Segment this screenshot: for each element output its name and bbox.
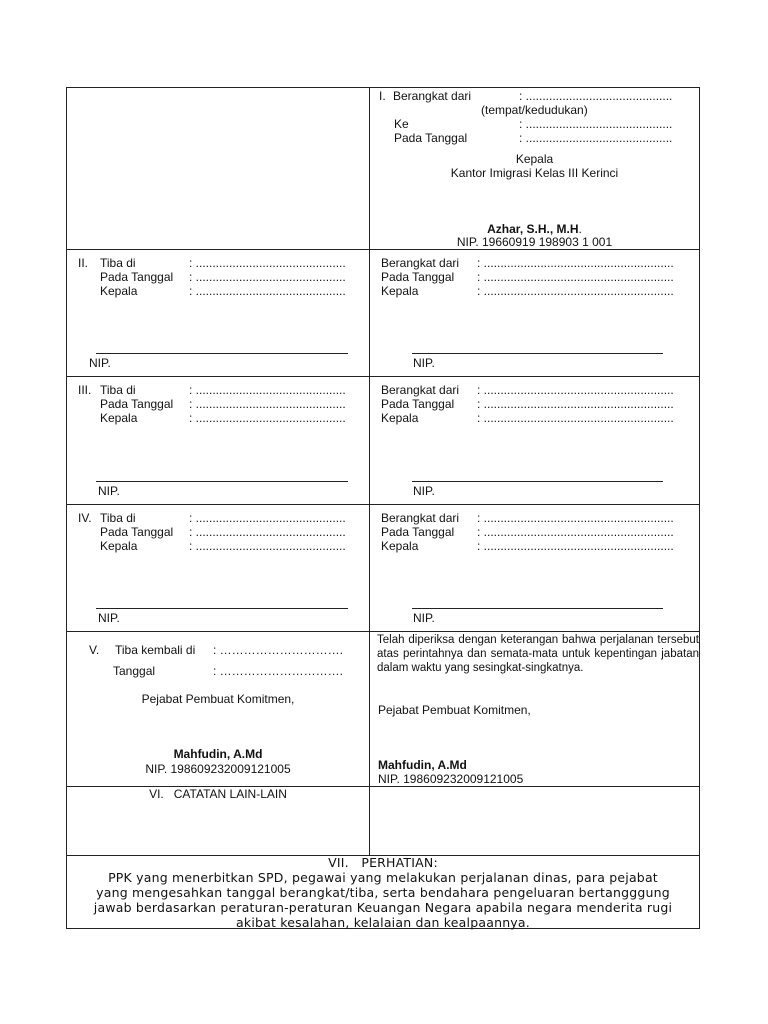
right-tanggal-label: Pada Tanggal xyxy=(381,397,455,411)
right-signature-line xyxy=(412,353,663,354)
section-1-office: Kantor Imigrasi Kelas III Kerinci xyxy=(450,166,619,180)
right-nip-label: NIP. xyxy=(413,356,435,370)
ppk-name-left: Mahfudin, A.Md xyxy=(173,747,263,761)
right-kepala-label: Kepala xyxy=(381,284,419,298)
left-signature-line xyxy=(96,608,348,609)
section-1-kepala-title: Kepala xyxy=(515,152,554,166)
row-divider-1 xyxy=(67,249,699,250)
tanggal-value: : ............................................. xyxy=(189,525,346,539)
section-1-signer-name xyxy=(370,222,699,236)
berangkat-value: : ......................................................... xyxy=(477,256,674,270)
kepala-value: : ............................................. xyxy=(189,284,346,298)
section-1-berangkat-label: Berangkat dari xyxy=(393,89,472,103)
tiba-label: Tiba di xyxy=(100,256,136,270)
verification-statement: Telah diperiksa dengan keterangan bahwa perjalanan tersebut atas perintahnya dan semata-mata untuk kepentingan jabatan dalam waktu yang sesingkat-singkatnya. xyxy=(377,634,699,674)
center-divider xyxy=(369,88,370,855)
kepala-value: : ............................................. xyxy=(189,539,346,553)
section-1-ke-value: : ............................................ xyxy=(519,117,673,131)
section-1-number: I. xyxy=(379,89,386,103)
right-kepala-value: : ......................................................... xyxy=(477,539,674,553)
kepala-label: Kepala xyxy=(100,411,138,425)
row-number: IV. xyxy=(78,511,92,525)
tanggal-value: : ............................................. xyxy=(189,397,346,411)
left-nip-label: NIP. xyxy=(98,611,120,625)
tanggal-label: Pada Tanggal xyxy=(100,525,174,539)
section-1-tanggal-label: Pada Tanggal xyxy=(394,131,468,145)
right-tanggal-value: : ......................................................... xyxy=(477,525,674,539)
kepala-label: Kepala xyxy=(100,284,138,298)
right-kepala-label: Kepala xyxy=(381,539,419,553)
ppk-nip-right: NIP. 198609232009121005 xyxy=(378,772,524,786)
row-number: II. xyxy=(78,256,89,270)
section-5-number: V. xyxy=(89,643,100,657)
right-kepala-label: Kepala xyxy=(381,411,419,425)
row-divider-4 xyxy=(67,631,699,632)
row-number: III. xyxy=(78,383,92,397)
tanggal-kembali-value: : …………………………. xyxy=(213,664,344,678)
berangkat-value: : ......................................................... xyxy=(477,383,674,397)
right-nip-label: NIP. xyxy=(413,484,435,498)
section-1-signer-name-suffix: . xyxy=(578,222,582,236)
section-1-tempat-label: (tempat/kedudukan) xyxy=(481,103,588,117)
kepala-label: Kepala xyxy=(100,539,138,553)
tanggal-value: : ............................................. xyxy=(189,270,346,284)
section-1-tanggal-value: : ............................................ xyxy=(519,131,673,145)
right-tanggal-label: Pada Tanggal xyxy=(381,270,455,284)
tanggal-label: Pada Tanggal xyxy=(100,270,174,284)
section-1-signer-name-text: Azhar, S.H., M.H xyxy=(487,222,579,236)
right-signature-line xyxy=(412,481,663,482)
perhatian-line: akibat kesalahan, kelalaian dan kealpaannya. xyxy=(236,915,530,930)
row-divider-3 xyxy=(67,504,699,505)
perhatian-line: PPK yang menerbitkan SPD, pegawai yang melakukan perjalanan dinas, para pejabat xyxy=(108,870,658,885)
tiba-value: : ............................................. xyxy=(189,383,346,397)
ppk-title-left: Pejabat Pembuat Komitmen, xyxy=(141,692,295,706)
tiba-kembali-label: Tiba kembali di xyxy=(115,643,196,657)
left-signature-line xyxy=(96,481,348,482)
catatan-title: VI. CATATAN LAIN-LAIN xyxy=(149,787,287,801)
tanggal-kembali-label: Tanggal xyxy=(113,664,156,678)
right-kepala-value: : ......................................................... xyxy=(477,411,674,425)
spd-back-page-form xyxy=(66,87,700,929)
berangkat-value: : ......................................................... xyxy=(477,511,674,525)
right-nip-label: NIP. xyxy=(413,611,435,625)
tanggal-label: Pada Tanggal xyxy=(100,397,174,411)
section-1-berangkat-value: : ............................................ xyxy=(519,89,673,103)
tiba-label: Tiba di xyxy=(100,383,136,397)
tiba-value: : ............................................. xyxy=(189,256,346,270)
ppk-nip-left: NIP. 198609232009121005 xyxy=(145,762,291,776)
perhatian-title: VII. PERHATIAN: xyxy=(328,855,438,870)
tiba-value: : ............................................. xyxy=(189,511,346,525)
berangkat-label: Berangkat dari xyxy=(381,256,460,270)
perhatian-line: jawab berdasarkan peraturan-peraturan Keuangan Negara apabila negara menderita rugi xyxy=(93,900,673,915)
right-signature-line xyxy=(412,608,663,609)
right-tanggal-label: Pada Tanggal xyxy=(381,525,455,539)
right-tanggal-value: : ......................................................... xyxy=(477,270,674,284)
berangkat-label: Berangkat dari xyxy=(381,383,460,397)
tiba-kembali-value: : …………………………. xyxy=(213,643,344,657)
right-kepala-value: : ......................................................... xyxy=(477,284,674,298)
perhatian-line: yang mengesahkan tanggal berangkat/tiba, serta bendahara pengeluaran bertangggung xyxy=(96,885,670,900)
left-signature-line xyxy=(96,353,348,354)
ppk-title-right: Pejabat Pembuat Komitmen, xyxy=(378,703,531,717)
left-nip-label: NIP. xyxy=(89,356,111,370)
left-nip-label: NIP. xyxy=(98,484,120,498)
ppk-name-right: Mahfudin, A.Md xyxy=(378,758,467,772)
row-divider-2 xyxy=(67,376,699,377)
kepala-value: : ............................................. xyxy=(189,411,346,425)
section-1-ke-label: Ke xyxy=(394,117,409,131)
tiba-label: Tiba di xyxy=(100,511,136,525)
right-tanggal-value: : ......................................................... xyxy=(477,397,674,411)
berangkat-label: Berangkat dari xyxy=(381,511,460,525)
section-1-signer-nip: NIP. 19660919 198903 1 001 xyxy=(456,235,613,249)
